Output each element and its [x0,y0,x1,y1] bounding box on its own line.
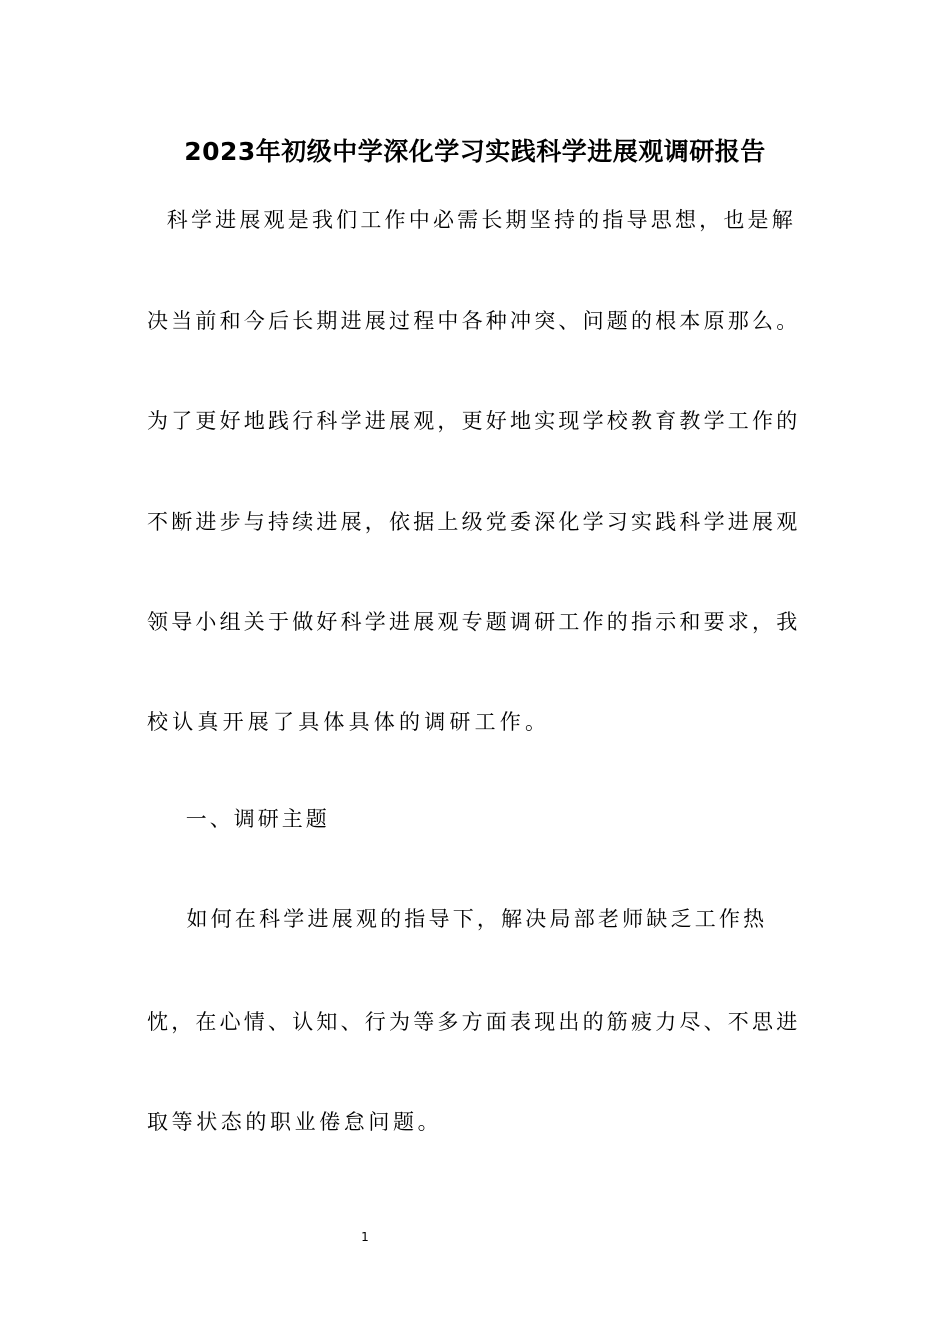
paragraph-line: 决当前和今后长期进展过程中各种冲突、问题的根本原那么。 [147,309,801,333]
paragraph-line: 校认真开展了具体具体的调研工作。 [147,710,551,734]
paragraph-line: 取等状态的职业倦怠问题。 [147,1110,443,1134]
section-heading: 一、调研主题 [147,807,330,831]
paragraph-line: 如何在科学进展观的指导下，解决局部老师缺乏工作热 [147,907,768,931]
paragraph-line: 为了更好地践行科学进展观，更好地实现学校教育教学工作的 [147,409,801,433]
page-number: 1 [361,1230,369,1244]
paragraph-line: 不断进步与持续进展，依据上级党委深化学习实践科学进展观 [147,510,801,534]
paragraph-line: 科学进展观是我们工作中必需长期坚持的指导思想，也是解 [147,208,796,232]
paragraph-line: 领导小组关于做好科学进展观专题调研工作的指示和要求，我 [147,610,801,634]
document-title: 2023年初级中学深化学习实践科学进展观调研报告 [184,137,766,166]
paragraph-line: 忱，在心情、认知、行为等多方面表现出的筋疲力尽、不思进 [147,1010,801,1034]
